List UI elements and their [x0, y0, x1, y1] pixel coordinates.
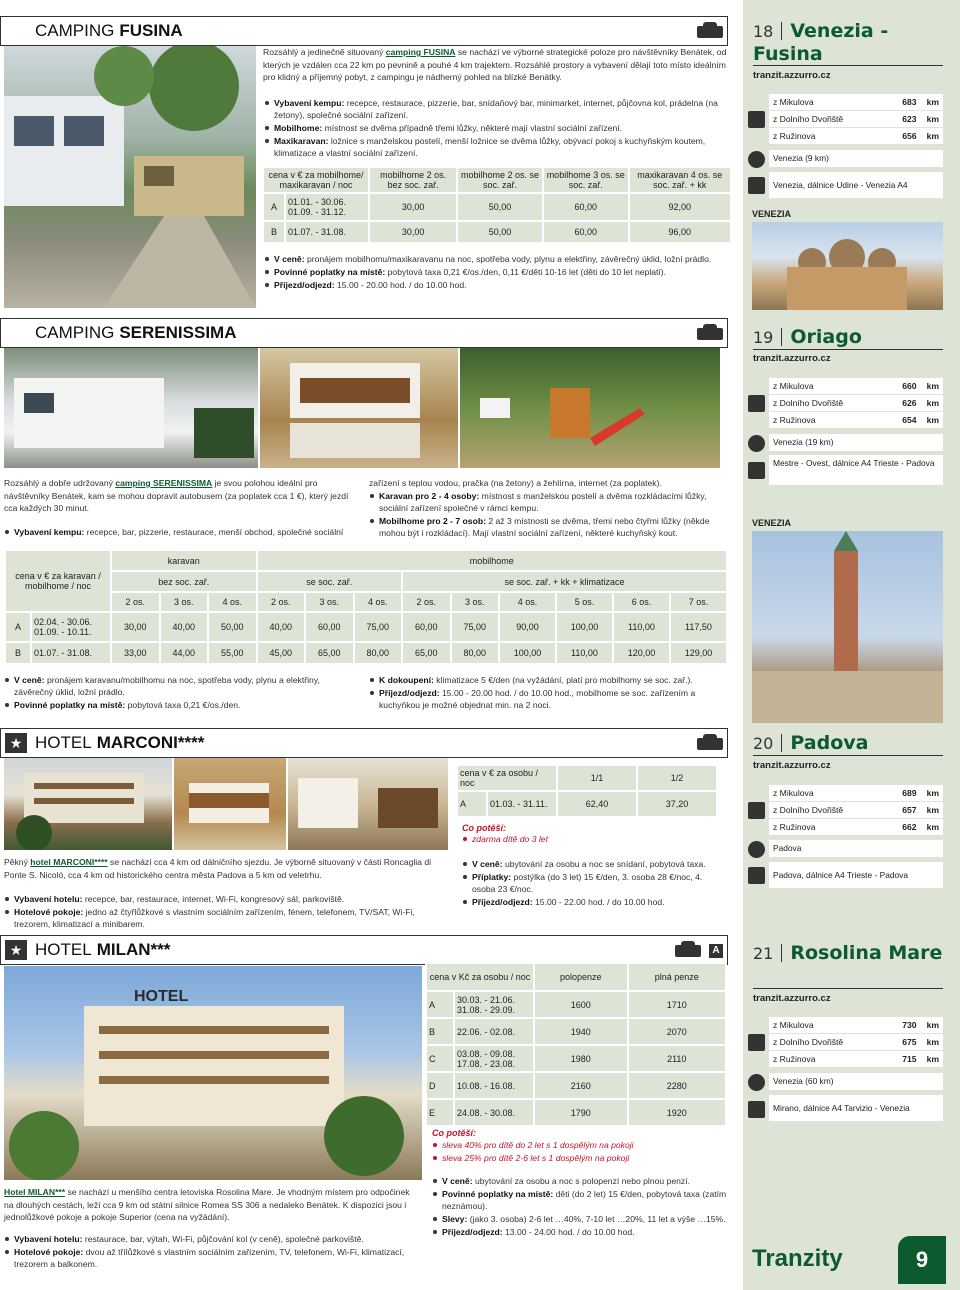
transit-18-url[interactable]: tranzit.azzurro.cz: [753, 70, 831, 81]
serenissima-link[interactable]: camping SERENISSIMA: [115, 478, 213, 488]
transit-20-url[interactable]: tranzit.azzurro.cz: [753, 760, 831, 771]
fusina-title: CAMPING FUSINA: [0, 16, 728, 46]
transit-19-url[interactable]: tranzit.azzurro.cz: [753, 353, 831, 364]
bus-icon: [748, 111, 765, 128]
bus-icon: [748, 395, 765, 412]
location-icon: [748, 151, 765, 168]
transit-18-near: Venezia (9 km): [769, 150, 943, 167]
car-icon: [697, 738, 723, 750]
transit-21-heading: 21 Rosolina Mare: [753, 942, 943, 964]
marconi-notes: V ceně: ubytování za osobu a noc se snídaní, pobytová taxa. Příplatky: postýlka (do 3 let) 15 €/den, 3. osoba 28 €/noc, 4. osoba 23 €/noc. Příjezd/odjezd: 15.00 - 22.00 hod. / do 10.00 hod.: [462, 858, 724, 909]
serenissima-photo-3: [460, 348, 720, 468]
serenissima-title: CAMPING SERENISSIMA: [0, 318, 728, 348]
fusina-bullets: Vybavení kempu: recepce, restaurace, pizzerie, bar, snídaňový bar, minimarket, internet, půjčovna kol, prádelna (na žetony), společné sociální zařízení. Mobilhome: místnost se dvěma případně třemi lůžky, některé mají vlastní sociální zařízení. Maxikaravan: ložnice s manželskou postelí, menší ložnice se dvěma lůžky, obývací pokoj s kuchyňským koutem, klimatizace a vlastní sociální zařízení.: [264, 97, 728, 160]
highway-icon: [748, 177, 765, 194]
transit-21-distances: z Mikulova 730 km z Dolního Dvořiště 675 km z Ružinova 715 km: [769, 1017, 943, 1068]
transit-19-exit: Mestre - Ovest, dálnice A4 Trieste - Padova: [769, 455, 943, 485]
milan-photo: [4, 966, 422, 1180]
location-icon: [748, 435, 765, 452]
serenissima-intro: Rozsáhlý a dobře udržovaný camping SERENISSIMA je svou polohou ideální pro návštěvníky Benátek, kam se mohou dopravit autobusem (za poplatek cca 1 €), který jezdí cca každých 30 minut.: [4, 478, 349, 513]
transit-21-exit: Mirano, dálnice A4 Tarvizio - Venezia: [769, 1095, 943, 1121]
serenissima-col2-bullets: Karavan pro 2 - 4 osoby: místnost s manželskou postelí a dvěma rozkládacími lůžky, sociální zařízení společné v rámci kempu. Mobilhome pro 2 - 7 osob: 2 až 3 místnosti se dvěma, třemi nebo čtyřmi lůžky (někde mohou být i rozkládací). Mají vlastní sociální zařízení, některé kuchyňský kout.: [369, 490, 727, 540]
transit-21-url[interactable]: tranzit.azzurro.cz: [753, 993, 831, 1004]
location-icon: [748, 841, 765, 858]
category-badge: A: [709, 944, 723, 958]
fusina-intro: Rozsáhlý a jedinečně situovaný camping FUSINA se nachází ve výborné strategické poloze pro návštěvníky Benátek, od kterých je vzdálen cca 22 km po pevnině a pouhé 4 km trajektem. Rozsáhlé prostory a vybavení dělají toto místo ideálním pro klidný a příjemný pobyt, z campingu je nádherný pohled na blízké Benátky.: [263, 47, 727, 82]
milan-bullets: Vybavení hotelu: restaurace, bar, výtah, Wi-Fi, půjčování kol (v ceně), společné parkoviště. Hotelové pokoje: dvou až třílůžkové s vlastním sociálním zařízením, TV, telefonem, Wi-Fi, klimatizací, trezorem a balkonem.: [4, 1233, 414, 1271]
highway-icon: [748, 462, 765, 479]
milan-title: ★ HOTEL MILAN*** A: [0, 935, 728, 965]
venice-campanile-photo: [752, 531, 943, 723]
car-icon: [697, 26, 723, 38]
serenissima-bullet-1: Vybavení kempu: recepce, bar, pizzerie, restaurace, menší obchod, společné sociální: [4, 526, 358, 539]
serenissima-photo-1: [4, 348, 258, 468]
transit-19-photo-label: VENEZIA: [752, 518, 792, 528]
transit-20-near: Padova: [769, 840, 943, 857]
car-icon: [697, 328, 723, 340]
highway-icon: [748, 867, 765, 884]
location-icon: [748, 1074, 765, 1091]
fusina-price-table: cena v € za mobilhome/ maxikaravan / noc mobilhome 2 os. bez soc. zař. mobilhome 2 os. se soc. zař. mobilhome 3 os. se soc. zař. maxikaravan 4 os. se soc. zař. + kk A 01.01. - 30.06. 01.09. - 31.12. 30,00 50,00 60,00 92,00 B 01.07. - 31.08. 30,00 50,00 60,00 96,00: [262, 166, 732, 244]
marconi-photo-3: [288, 758, 448, 850]
serenissima-notes-right: K dokoupení: klimatizace 5 €/den (na vyžádání, platí pro mobilhomy se soc. zař.). Příjezd/odjezd: 15.00 - 20.00 hod. / do 10.00 hod., mobilhome se soc. zařízením a kuchyňkou je možné objednat min. na 2 noci.: [369, 674, 727, 712]
milan-notes: V ceně: ubytování za osobu a noc s polopenzí nebo plnou penzí. Povinné poplatky na místě: děti (do 2 let) 15 €/den, pobytová taxa (zatím neznámou). Slevy: (jako 3. osoba) 2-6 let …40%, 7-10 let …20%, 11 let a výše …15%. Příjezd/odjezd: 13.00 - 24.00 hod. / do 10.00 hod.: [432, 1175, 728, 1239]
milan-bonus-heading: Co potěší:: [432, 1128, 476, 1138]
serenissima-photo-2: [260, 348, 458, 468]
bus-icon: [748, 802, 765, 819]
milan-bonus: sleva 40% pro dítě do 2 let s 1 dospělým na pokoji sleva 25% pro dítě 2-6 let s 1 dospělým na pokoji: [432, 1139, 728, 1165]
serenissima-price-table: cena v € za karavan / mobilhome / noc karavan mobilhome bez soc. zař. se soc. zař. se soc. zař. + kk + klimatizace 2 os. 3 os. 4 os. 2 os. 3 os. 4 os. 2 os. 3 os. 4 os. 5 os. 6 os. 7 os. A 02.04. - 30.06. 01.09. - 10.11. 30,00 40,00 50,00 40,00 60,00 75,00 60,00 75,00 90,00 100,00 110,00 117,50 B 01.07. - 31.08. 33,00 44,00 55,00 45,00 65,00 80,00 65,00 80,00 100,00 110,00 120,00 129,00: [4, 549, 728, 665]
star-icon: ★: [5, 940, 27, 960]
transit-18-photo-label: VENEZIA: [752, 209, 792, 219]
marconi-photo-2: [174, 758, 286, 850]
milan-link[interactable]: Hotel MILAN***: [4, 1187, 66, 1197]
venice-photo: [752, 222, 943, 310]
marconi-link[interactable]: hotel MARCONI****: [30, 857, 108, 867]
transit-19-near: Venezia (19 km): [769, 434, 943, 451]
transit-19-distances: z Mikulova 660 km z Dolního Dvořiště 626 km z Ružinova 654 km: [769, 378, 943, 429]
transit-20-distances: z Mikulova 689 km z Dolního Dvořiště 657 km z Ružinova 662 km: [769, 785, 943, 836]
marconi-intro: Pěkný hotel MARCONI**** se nachází cca 4 km od dálničního sjezdu. Je výborně situovaný v části Roncaglia di Ponte S. Nicoló, cca 4 km od historického centra města Padova a 5 km od veletrhu.: [4, 857, 432, 880]
transit-20-heading: 20 Padova: [753, 732, 869, 754]
marconi-bonus-heading: Co potěší:: [462, 823, 506, 833]
fusina-notes: V ceně: pronájem mobilhomu/maxikaravanu na noc, spotřeba vody, plynu a elektřiny, závěrečný úklid, ložní prádlo. Povinné poplatky na místě: pobytová taxa 0,21 €/os./den, 0,11 €/děti 10-16 let (děti do 10 let neplatí). Příjezd/odjezd: 15.00 - 20.00 hod. / do 10.00 hod.: [264, 253, 728, 292]
marconi-photo-1: [4, 758, 172, 850]
marconi-price-table: cena v € za osobu / noc 1/1 1/2 A 01.03. - 31.11. 62,40 37,20: [456, 764, 718, 818]
milan-intro: Hotel MILAN*** se nachází u menšího centra letoviska Rosolina Mare. Je vhodným místem pro odpočinek na dlouhých cestách, leží cca 9 km od státní silnice Romea SS 306 a nedaleko Benátek. K dispozici jsou i jednolůžkové pokoje a pokoje Superior (cena na vyžádání).: [4, 1187, 410, 1222]
milan-price-table: cena v Kč za osobu / noc polopenze plná penze A 30.03. - 21.06. 31.08. - 29.09. 1600 1710 B 22.06. - 02.08. 1940 2070 C 03.08. - 09.08. 17.08. - 23.08. 1980 2110 D 10.08. - 16.08. 2160 2280 E 24.08. - 30.08. 1790 1920: [425, 962, 727, 1127]
brand-title: Tranzity: [752, 1245, 843, 1272]
serenissima-col2-first: zařízení s teplou vodou, pračka (na žetony) a žehlírna, internet (za poplatek).: [369, 478, 662, 488]
car-icon: [675, 945, 701, 957]
serenissima-notes-left: V ceně: pronájem karavanu/mobilhomu na noc, spotřeba vody, plynu a elektřiny, závěrečný úklid, ložní prádlo. Povinné poplatky na místě: pobytová taxa 0,21 €/os./den.: [4, 674, 360, 712]
transit-18-heading: 18 Venezia - Fusina: [753, 20, 889, 65]
marconi-title: ★ HOTEL MARCONI****: [0, 728, 728, 758]
transit-19-heading: 19 Oriago: [753, 326, 862, 348]
milan-photo-sign: HOTEL: [134, 988, 189, 1005]
highway-icon: [748, 1101, 765, 1118]
transit-21-near: Venezia (60 km): [769, 1073, 943, 1090]
star-icon: ★: [5, 733, 27, 753]
transit-18-exit: Venezia, dálnice Udine - Venezia A4: [769, 172, 943, 198]
marconi-bonus: zdarma dítě do 3 let: [462, 833, 722, 846]
fusina-link[interactable]: camping FUSINA: [385, 47, 456, 57]
transit-18-distances: z Mikulova 683 km z Dolního Dvořiště 623 km z Ružinova 656 km: [769, 94, 943, 145]
marconi-bullets: Vybavení hotelu: recepce, bar, restaurace, internet, Wi-Fi, kongresový sál, parkoviště. Hotelové pokoje: jedno až čtyřlůžkové s vlastním sociálním zařízením, fénem, telefonem, TV/SAT, Wi-Fi, trezorem, klimatizací a minibarem.: [4, 893, 448, 931]
page-number: 9: [898, 1236, 946, 1284]
transit-20-exit: Padova, dálnice A4 Trieste - Padova: [769, 862, 943, 888]
fusina-photo: [4, 46, 256, 308]
bus-icon: [748, 1034, 765, 1051]
